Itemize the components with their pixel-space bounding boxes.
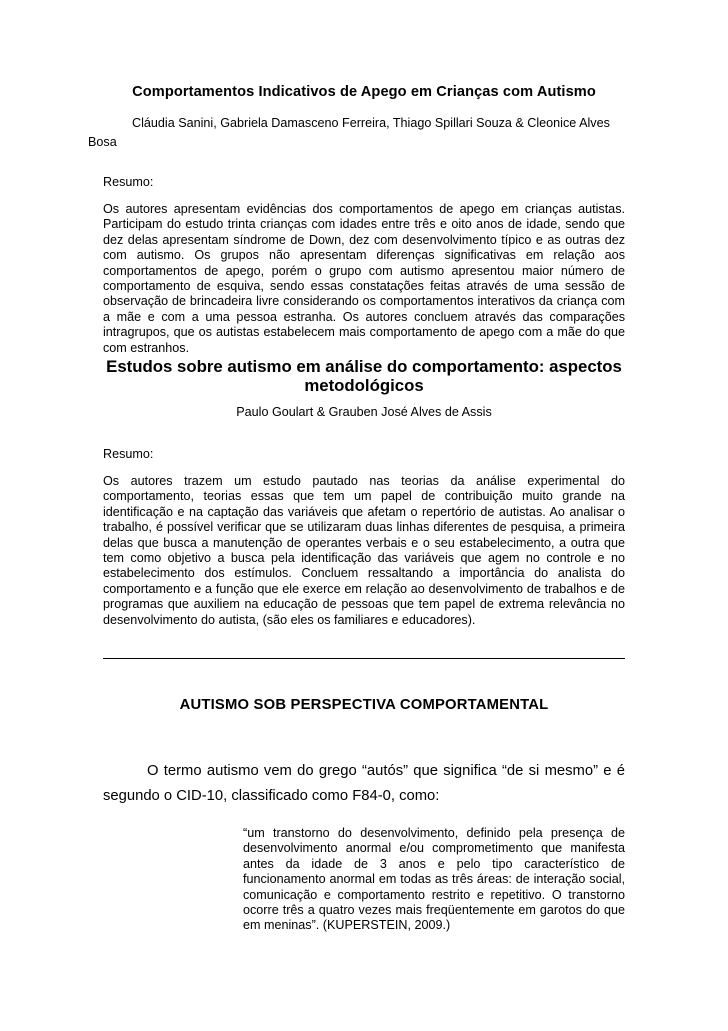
block-quote: “um transtorno do desenvolvimento, definido pela presença de desenvolvimento anormal e/ou comprometimento que manifesta antes da idade de 3 anos e pelo tipo característico de funcionamento anormal em todas as três áreas: de interação social, comunicação e comportamento restrito e repetitivo. O transtorno ocorre três a quatro vezes mais freqüentemente em garotos do que em meninas”. (KUPERSTEIN, 2009.) [243, 826, 625, 933]
article1-abstract: Os autores apresentam evidências dos comportamentos de apego em crianças autistas. Participam do estudo trinta crianças com idades entre três e oito anos de idade, sendo que dez delas apresentam síndrome de Down, dez com desenvolvimento típico e as outras dez com autismo. Os grupos não apresentam diferenças significativas em relação aos comportamentos de apego, porém o grupo com autismo apresentou maior número de comportamento de esquiva, sendo essas constatações feitas através de uma sessão de observação de brincadeira livre considerando os comportamentos interativos da criança com a mãe e com a uma pessoa estranha. Os autores concluem através das comparações intragrupos, que os autistas estabelecem mais comportamento de apego com a mãe do que com estranhos. [103, 202, 625, 355]
heading-cap-3: P [290, 697, 301, 713]
heading-rest-4: OMPORTAMENTAL [410, 697, 549, 713]
heading-rest-2: OB [263, 697, 287, 713]
article2-authors: Paulo Goulart & Grauben José Alves de Assis [236, 405, 492, 419]
article1-authors: Cláudia Sanini, Gabriela Damasceno Ferreira, Thiago Spillari Souza & Cleonice Alves Bosa [88, 116, 610, 149]
article1-title: Comportamentos Indicativos de Apego em Crianças com Autismo [132, 84, 596, 100]
article1-abstract-label: Resumo: [103, 175, 154, 189]
section-body: O termo autismo vem do grego “autós” que significa “de si mesmo” e é segundo o CID-10, classificado como F84-0, como: [103, 763, 625, 804]
heading-cap-4: C [399, 697, 411, 713]
heading-cap-2: S [253, 697, 264, 713]
article2-abstract-label: Resumo: [103, 447, 154, 461]
section-heading [0, 697, 728, 713]
article2-abstract: Os autores trazem um estudo pautado nas teorias da análise experimental do comportamento, teorias essas que tem um papel de contribuição muito grande na identificação e na captação das variáveis que afetam o repertório de autistas. Ao analisar o trabalho, é possível verificar que se utilizaram duas linhas diferentes de pesquisa, a primeira delas que busca a manutenção de operantes verbais e o seu estabelecimento, a outra que tem como objetivo a busca pela identificação das variáveis que agem no controle e no estabelecimento dos estímulos. Concluem ressaltando a importância do analista do comportamento e a função que ele exerce em relação ao desenvolvimento de trabalhos e de programas que auxiliem na educação de pessoas que tem papel de extrema relevância no desenvolvimento do autista, (são eles os familiares e educadores). [103, 474, 625, 627]
article2-title: Estudos sobre autismo em análise do comportamento: aspectos metodológicos [106, 357, 622, 395]
section-divider [103, 658, 625, 659]
heading-rest-3: ERSPECTIVA [300, 697, 396, 713]
heading-cap-1: A [179, 697, 191, 713]
heading-rest-1: UTISMO [190, 697, 250, 713]
